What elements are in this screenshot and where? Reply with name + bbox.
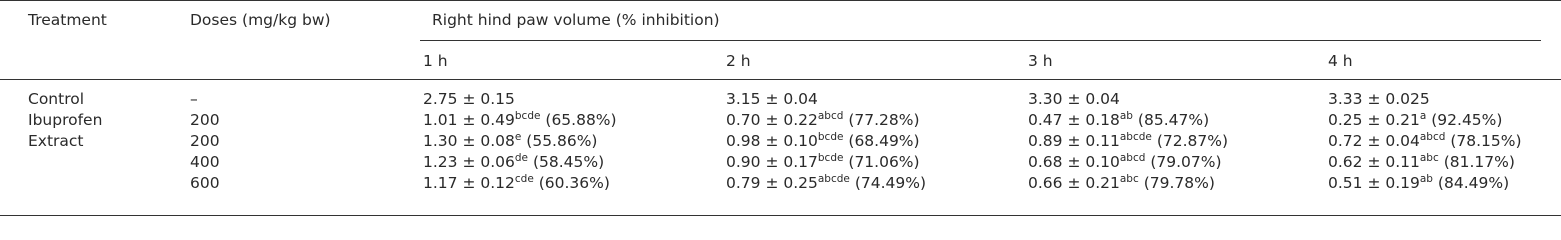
row-dose: 200 [190, 132, 220, 150]
cell-value: 1.23 ± 0.06 [423, 153, 515, 171]
table-cell [1328, 89, 1430, 109]
significance-superscript: abcd [1119, 152, 1146, 164]
table-cell [423, 152, 604, 172]
table-cell [1028, 152, 1222, 172]
cell-inhibition: (79.07%) [1150, 153, 1222, 171]
table-cell [1328, 131, 1522, 151]
significance-superscript: cde [514, 173, 534, 185]
cell-inhibition: (72.87%) [1156, 132, 1229, 150]
cell-inhibition: (81.17%) [1443, 153, 1515, 171]
cell-value: 0.98 ± 0.10 [726, 132, 818, 150]
cell-value: 0.68 ± 0.10 [1028, 153, 1120, 171]
cell-inhibition: (58.45%) [532, 153, 605, 171]
significance-superscript: abcde [817, 173, 850, 185]
significance-superscript: abc [1119, 173, 1139, 185]
significance-superscript: e [514, 131, 522, 143]
table-cell [1328, 110, 1502, 130]
table-cell [423, 89, 515, 109]
table-cell [423, 173, 610, 193]
cell-inhibition: (55.86%) [526, 132, 598, 150]
header-time-3: 3 h [1028, 52, 1053, 70]
row-treatment: Ibuprofen [28, 111, 103, 129]
significance-superscript: bcde [514, 110, 541, 122]
header-rule [0, 79, 1561, 80]
cell-value: 1.01 ± 0.49 [423, 111, 515, 129]
cell-inhibition: (71.06%) [848, 153, 920, 171]
cell-inhibition: (77.28%) [848, 111, 920, 129]
cell-value: 3.30 ± 0.04 [1028, 90, 1120, 108]
table-cell [1328, 173, 1509, 193]
cell-value: 0.62 ± 0.11 [1328, 153, 1420, 171]
table-cell [1028, 131, 1228, 151]
cell-inhibition: (74.49%) [854, 174, 927, 192]
significance-superscript: abcd [1419, 131, 1446, 143]
cell-inhibition: (78.15%) [1450, 132, 1522, 150]
cell-inhibition: (85.47%) [1137, 111, 1210, 129]
cell-inhibition: (65.88%) [545, 111, 617, 129]
cell-inhibition: (60.36%) [538, 174, 610, 192]
cell-value: 0.66 ± 0.21 [1028, 174, 1120, 192]
table-cell [1028, 110, 1209, 130]
table-cell [726, 173, 926, 193]
significance-superscript: bcde [817, 152, 844, 164]
table-cell [1328, 152, 1515, 172]
significance-superscript: abcd [817, 110, 844, 122]
cell-inhibition: (92.45%) [1431, 111, 1503, 129]
table-cell [1028, 173, 1215, 193]
header-time-1: 1 h [423, 52, 448, 70]
table-cell [726, 131, 920, 151]
row-dose: 400 [190, 153, 220, 171]
table-cell [726, 110, 920, 130]
header-time-2: 2 h [726, 52, 751, 70]
cell-value: 3.33 ± 0.025 [1328, 90, 1430, 108]
header-group: Right hind paw volume (% inhibition) [432, 11, 720, 29]
significance-superscript: de [514, 152, 528, 164]
table-cell [726, 152, 920, 172]
cell-value: 1.30 ± 0.08 [423, 132, 515, 150]
bottom-rule [0, 215, 1561, 216]
header-treatment: Treatment [28, 11, 107, 29]
cell-value: 0.79 ± 0.25 [726, 174, 818, 192]
cell-value: 0.25 ± 0.21 [1328, 111, 1420, 129]
cell-value: 0.72 ± 0.04 [1328, 132, 1420, 150]
cell-value: 0.90 ± 0.17 [726, 153, 818, 171]
cell-value: 0.51 ± 0.19 [1328, 174, 1420, 192]
cell-value: 2.75 ± 0.15 [423, 90, 515, 108]
significance-superscript: a [1419, 110, 1427, 122]
cell-value: 1.17 ± 0.12 [423, 174, 515, 192]
cell-value: 0.70 ± 0.22 [726, 111, 818, 129]
cell-value: 0.47 ± 0.18 [1028, 111, 1120, 129]
table-cell [1028, 89, 1120, 109]
significance-superscript: abc [1419, 152, 1439, 164]
cell-inhibition: (79.78%) [1143, 174, 1215, 192]
row-treatment: Control [28, 90, 85, 108]
significance-superscript: abcde [1119, 131, 1152, 143]
row-treatment: Extract [28, 132, 84, 150]
header-time-4: 4 h [1328, 52, 1353, 70]
table-cell [423, 110, 617, 130]
header-doses: Doses (mg/kg bw) [190, 11, 331, 29]
significance-superscript: ab [1419, 173, 1433, 185]
row-dose: – [190, 90, 198, 108]
cell-value: 0.89 ± 0.11 [1028, 132, 1120, 150]
row-dose: 600 [190, 174, 220, 192]
table-cell [423, 131, 597, 151]
significance-superscript: ab [1119, 110, 1133, 122]
row-dose: 200 [190, 111, 220, 129]
significance-superscript: bcde [817, 131, 844, 143]
top-rule [0, 0, 1561, 1]
table-cell [726, 89, 818, 109]
cell-value: 3.15 ± 0.04 [726, 90, 818, 108]
group-rule [420, 40, 1541, 41]
cell-inhibition: (84.49%) [1437, 174, 1510, 192]
cell-inhibition: (68.49%) [848, 132, 920, 150]
